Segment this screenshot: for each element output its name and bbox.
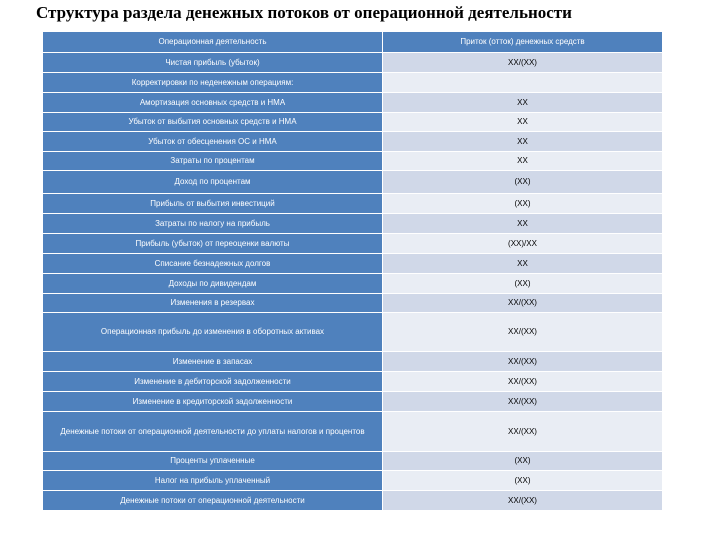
row-label: Доход по процентам [43,171,383,194]
row-label: Затраты по процентам [43,152,383,171]
row-label: Прибыль от выбытия инвестиций [43,194,383,214]
row-label: Прибыль (убыток) от переоценки валюты [43,234,383,254]
row-label: Списание безнадежных долгов [43,254,383,274]
row-value: XX [383,113,663,132]
row-value: XX [383,214,663,234]
row-label: Операционная прибыль до изменения в оборотных активах [43,313,383,352]
row-value: XX/(XX) [383,313,663,352]
row-value: XX/(XX) [383,392,663,412]
row-label: Налог на прибыль уплаченный [43,471,383,491]
table-row [43,491,663,511]
row-label: Убыток от выбытия основных средств и НМА [43,113,383,132]
table-row [43,93,663,113]
table-row [43,274,663,294]
header-operating-activities: Операционная деятельность [43,32,383,53]
row-value: XX/(XX) [383,412,663,452]
table-row [43,73,663,93]
table-row [43,152,663,171]
table-row [43,372,663,392]
page-title: Структура раздела денежных потоков от операционной деятельности [36,3,572,22]
table-row [43,313,663,352]
cash-flow-table [42,31,663,511]
table-row [43,254,663,274]
table-row [43,53,663,73]
row-label: Проценты уплаченные [43,452,383,471]
row-value: XX/(XX) [383,372,663,392]
row-value: XX/(XX) [383,352,663,372]
table-row [43,234,663,254]
table-row [43,132,663,152]
table-row [43,352,663,372]
table-row [43,392,663,412]
row-label: Затраты по налогу на прибыль [43,214,383,234]
row-value: (XX) [383,171,663,194]
row-value: XX/(XX) [383,53,663,73]
table-row [43,171,663,194]
table-row [43,113,663,132]
row-label: Денежные потоки от операционной деятельности [43,491,383,511]
row-label: Изменение в дебиторской задолженности [43,372,383,392]
row-value: (XX) [383,452,663,471]
table-row [43,214,663,234]
row-label: Амортизация основных средств и НМА [43,93,383,113]
row-label: Изменения в резервах [43,294,383,313]
row-value: XX [383,93,663,113]
table-row [43,194,663,214]
row-value: (XX)/XX [383,234,663,254]
row-label: Изменение в кредиторской задолженности [43,392,383,412]
header-cash-inflow-outflow: Приток (отток) денежных средств [383,32,663,53]
table-row [43,412,663,452]
table-row [43,452,663,471]
row-label: Корректировки по неденежным операциям: [43,73,383,93]
row-value: (XX) [383,194,663,214]
row-label: Убыток от обесценения ОС и НМА [43,132,383,152]
row-label: Изменение в запасах [43,352,383,372]
row-value: XX/(XX) [383,294,663,313]
table-row [43,294,663,313]
row-label: Доходы по дивидендам [43,274,383,294]
row-value: (XX) [383,471,663,491]
row-label: Чистая прибыль (убыток) [43,53,383,73]
row-value: (XX) [383,274,663,294]
table-row [43,471,663,491]
row-value: XX [383,132,663,152]
row-value [383,73,663,93]
row-value: XX [383,152,663,171]
table-header-row [43,32,663,53]
row-value: XX [383,254,663,274]
row-value: XX/(XX) [383,491,663,511]
row-label: Денежные потоки от операционной деятельности до уплаты налогов и процентов [43,412,383,452]
